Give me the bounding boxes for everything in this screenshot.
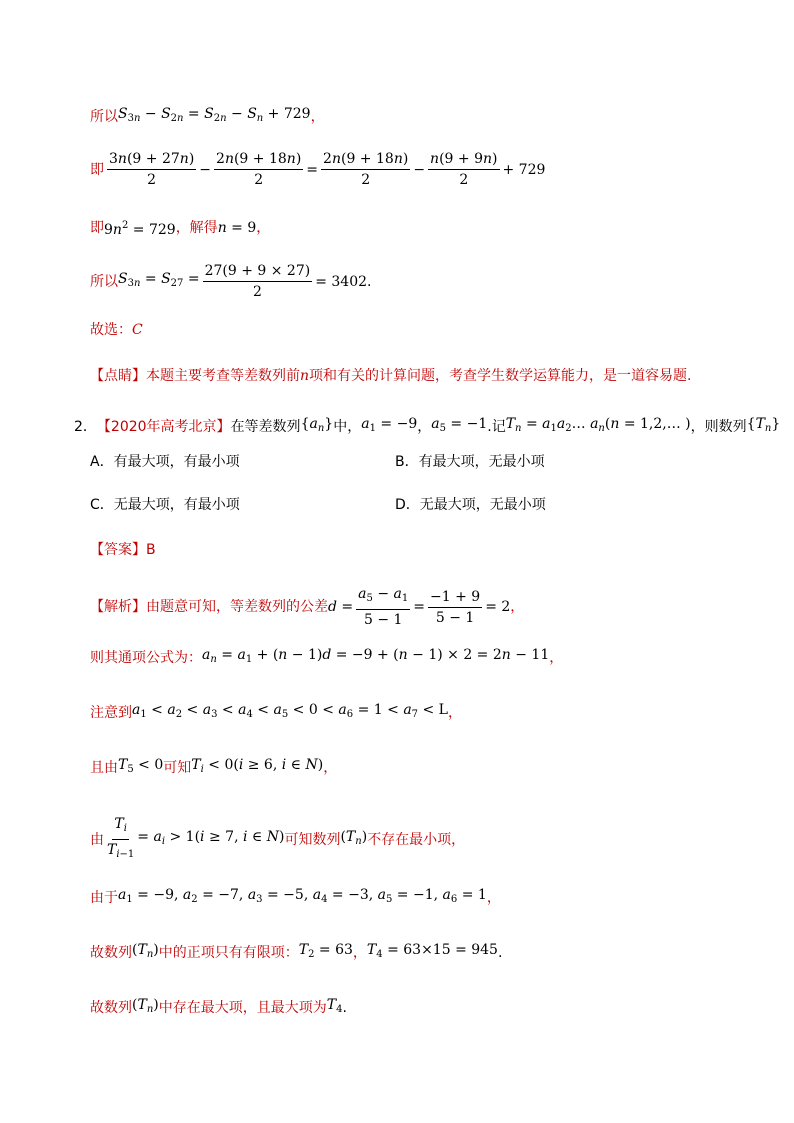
equation: $9n^2 = 729$	[104, 220, 176, 238]
comment-text-2: 项和有关的计算问题，考查学生数学运算能力，是一道容易题.	[309, 368, 692, 384]
text-suffix: ，	[549, 649, 564, 666]
text-suffix: ，	[323, 759, 338, 776]
stem-text-3: .记	[487, 418, 506, 435]
equation: $S_{3n} - S_{2n} = S_{2n} - S_n + 729$	[118, 106, 311, 124]
comment-line	[90, 366, 691, 386]
solution-line-1	[90, 585, 524, 629]
equation: $T_i < 0(i \ge 6$, i ∈ N)	[191, 757, 324, 775]
question-number: 2．	[74, 418, 97, 435]
solution-text: 中的正项只有有限项：	[158, 944, 299, 961]
stem-text-1: 在等差数列	[230, 418, 301, 435]
text-suffix: ，	[256, 220, 271, 236]
step-line-3	[90, 216, 270, 240]
solution-text: 可知数列	[284, 831, 341, 848]
option-a: A．有最大项，有最小项	[90, 454, 240, 470]
solution-line-6	[90, 885, 501, 910]
equation: $T_4 = 63\times 15 = 945$	[366, 942, 498, 960]
equation: $\frac{3n(9 + 27n)}{2}$ − $\frac{2n(9 + 18n)}{2}$ = $\frac{2n(9 + 18n)}{2}$ − $\frac{n(9 + 9n)}{2}$ + 729	[109, 151, 546, 188]
text-suffix: ，	[310, 108, 325, 125]
step-line-5	[90, 320, 143, 340]
text-suffix: .	[497, 944, 503, 961]
solution-text: 可知	[163, 759, 192, 776]
solution-text: 故数列	[90, 999, 132, 1016]
text-prefix: 即	[90, 220, 104, 236]
sequence-T: $\{T_n\}$	[746, 416, 781, 434]
equation: $a_1 < a_2 < a_3 < a_4 < a_5 < 0 < a_6 = 1 < a_7 < L$	[132, 702, 448, 720]
equation: n = 9	[217, 220, 257, 236]
option-d: D．无最大项，无最小项	[395, 497, 546, 513]
step-line-2	[90, 150, 545, 189]
solution-line-8	[90, 995, 347, 1020]
text-sep: ，	[352, 944, 367, 961]
sequence-T: $(T_n)$	[132, 997, 159, 1015]
stem-sep: ，	[417, 418, 432, 435]
given-a1: $a_1 = -9$	[361, 416, 418, 434]
solution-text: 由题意可知，等差数列的公差	[146, 599, 328, 615]
equation: $\frac{T_i}{T_{i-1}}$ = $a_i > 1(i \ge 7$, i ∈ N)	[107, 816, 285, 860]
comment-var: n	[300, 368, 310, 384]
answer-value: B	[146, 542, 156, 558]
solution-tag: 【解析】	[90, 599, 146, 615]
option-c: C．无最大项，有最小项	[90, 497, 240, 513]
sequence-T: $(T_n)$	[132, 942, 159, 960]
equation: $T_5 < 0$	[118, 757, 164, 775]
solution-text: 故数列	[90, 944, 132, 961]
solution-line-4	[90, 755, 337, 780]
answer-tag: 【答案】	[90, 542, 146, 558]
question-source: 【2020年高考北京】	[96, 418, 231, 435]
equation: $T_2 = 63$	[298, 942, 353, 960]
text-prefix: 所以	[90, 273, 118, 290]
solution-text: 则其通项公式为：	[90, 649, 202, 666]
sequence-a: $\{a_n\}$	[300, 416, 334, 434]
text-suffix: .	[342, 999, 347, 1016]
question-stem	[74, 414, 780, 439]
text: 故选：	[90, 322, 132, 338]
equation: $T_4$	[326, 997, 343, 1015]
solution-text: 且由	[90, 759, 118, 776]
equation: $S_{3n} = S_{27}$ = $\frac{27(9 + 9 \times 27)}{2}$ = 3402	[118, 263, 368, 300]
text-suffix: 不存在最小项，	[367, 831, 466, 848]
text-suffix: ，	[510, 599, 525, 615]
equation: d = $\frac{a_5 - a_1}{5 - 1}$ = $\frac{-1 + 9}{5 - 1}$ = 2	[328, 586, 511, 628]
option-b: B．有最大项，无最小项	[395, 454, 545, 470]
text-suffix: ，	[486, 889, 501, 906]
equation: $a_1 = -9$, $a_2 = -7$, $a_3 = -5$, $a_4 = -3$, $a_5 = -1$, $a_6 = 1$	[118, 887, 487, 905]
solution-text: 注意到	[90, 704, 132, 721]
comment-text-1: 本题主要考查等差数列前	[146, 368, 300, 384]
given-a5: $a_5 = -1$	[431, 416, 488, 434]
text-prefix: 所以	[90, 108, 118, 125]
solution-line-5	[90, 815, 465, 864]
text-mid: ，解得	[175, 220, 218, 236]
solution-line-3	[90, 700, 462, 725]
definition-T: $T_n$ = $a_1a_2\dots$ $a_n(n$ = 1,2,… )	[505, 416, 691, 434]
step-line-1	[90, 104, 325, 129]
text-suffix: ，	[447, 704, 462, 721]
text-prefix: 即	[90, 161, 104, 178]
text-suffix: .	[367, 273, 372, 290]
comment-tag: 【点睛】	[90, 368, 146, 384]
solution-text: 由	[90, 831, 104, 848]
solution-text: 由于	[90, 889, 118, 906]
step-line-4	[90, 262, 371, 301]
solution-line-2	[90, 645, 563, 670]
answer-line	[90, 540, 156, 560]
answer-letter: C	[132, 322, 143, 338]
solution-line-7	[90, 940, 502, 965]
equation: $a_n = a_1 + (n - 1)d = -9 + (n - 1) \times 2 = 2n - 11$	[202, 647, 550, 665]
sequence-T: $(T_n)$	[340, 829, 368, 847]
stem-text-4: ，则数列	[690, 418, 747, 435]
stem-text-2: 中，	[333, 418, 362, 435]
solution-text: 中存在最大项，且最大项为	[158, 999, 327, 1016]
